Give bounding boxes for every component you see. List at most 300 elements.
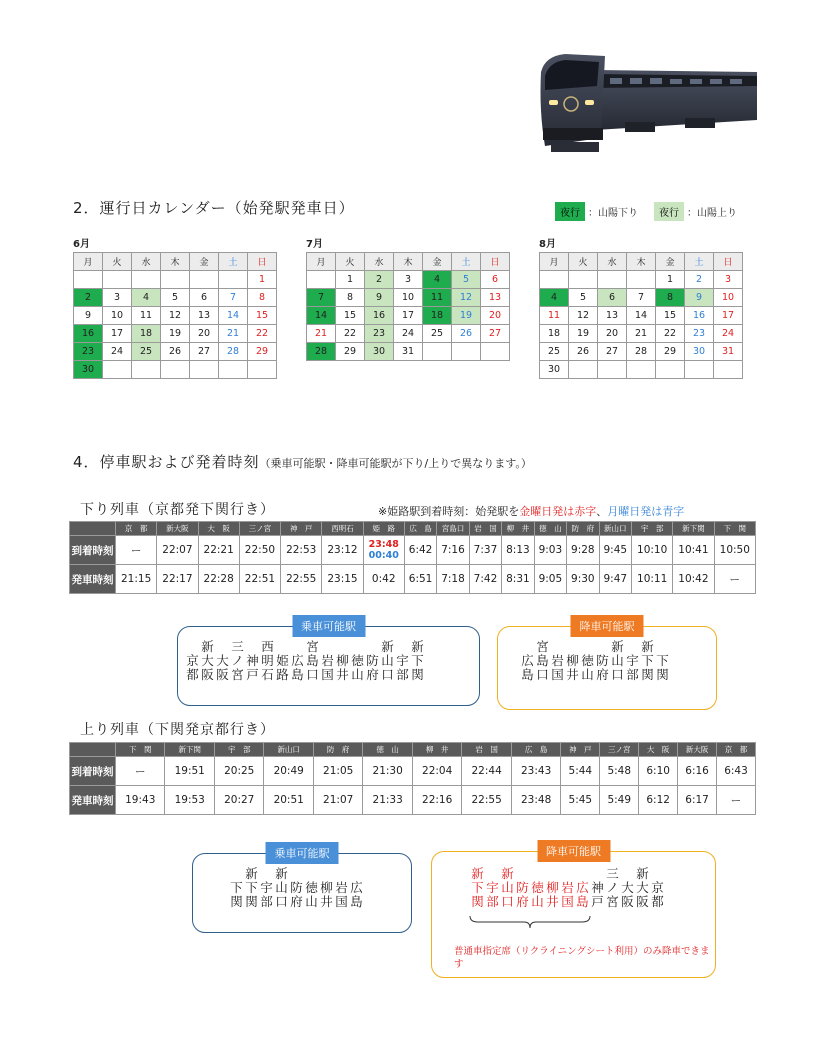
departure-time: ー — [717, 786, 756, 815]
station-header-row — [70, 522, 756, 536]
day-cell: 22 — [336, 325, 365, 343]
up-timetable — [69, 742, 756, 815]
station-name — [274, 867, 289, 909]
arrival-time: 21:05 — [313, 757, 362, 786]
weekday-cell: 日 — [481, 253, 510, 271]
day-cell: 9 — [74, 307, 103, 325]
station-name — [640, 640, 655, 682]
station-char: 関 — [656, 667, 669, 682]
station-char: 阪 — [201, 667, 214, 682]
station-name — [515, 867, 530, 909]
station-header: 防 府 — [567, 522, 599, 536]
station-char: 府 — [516, 894, 529, 909]
day-cell: 28 — [307, 343, 336, 361]
station-char: 新 — [411, 639, 424, 654]
day-cell: 6 — [190, 289, 219, 307]
stops-section-title — [73, 451, 532, 472]
station-char: 山 — [305, 894, 318, 909]
station-char: 西 — [261, 639, 274, 654]
station-name — [550, 640, 565, 682]
departure-time: 9:05 — [534, 565, 566, 594]
station-name — [289, 867, 304, 909]
down-train-title: 下り列車（京都発下関行き） — [80, 502, 275, 518]
day-cell: 21 — [219, 325, 248, 343]
month-name: 6月 — [73, 239, 90, 250]
station-char: 下 — [641, 653, 654, 668]
arrival-time: 22:44 — [462, 757, 511, 786]
station-char: 関 — [230, 894, 243, 909]
arrival-label: 到着時刻 — [70, 757, 116, 786]
arrival-label: 到着時刻 — [70, 536, 116, 565]
day-cell: 31 — [714, 343, 743, 361]
day-cell: 3 — [103, 289, 132, 307]
station-char: 山 — [275, 880, 288, 895]
note-blue: 月曜日発は青字 — [607, 505, 685, 518]
day-cell: 3 — [394, 271, 423, 289]
day-cell: 19 — [452, 307, 481, 325]
arrival-time: 20:25 — [214, 757, 263, 786]
arrival-time: 9:03 — [534, 536, 566, 565]
day-cell — [714, 361, 743, 379]
departure-time: 21:07 — [313, 786, 362, 815]
weekday-row — [307, 253, 510, 271]
arrival-time: 5:44 — [561, 757, 600, 786]
station-char: 三 — [606, 866, 619, 881]
station-char: 宮 — [606, 894, 619, 909]
day-cell: 5 — [161, 289, 190, 307]
stops-subtitle: （乗車可能駅・降車可能駅が下り/上りで異なります。） — [259, 457, 532, 470]
station-char: 島 — [306, 653, 319, 668]
station-char: 柳 — [566, 653, 579, 668]
arrival-time: 23:12 — [322, 536, 363, 565]
week-row — [74, 343, 277, 361]
arrival-time: 9:45 — [599, 536, 631, 565]
station-char: 山 — [501, 880, 514, 895]
station-char: 岩 — [561, 880, 574, 895]
station-char: 広 — [521, 653, 534, 668]
station-char: 井 — [546, 894, 559, 909]
station-name — [395, 640, 410, 682]
station-header: 新大阪 — [678, 743, 717, 757]
day-cell: 22 — [656, 325, 685, 343]
day-cell: 1 — [336, 271, 365, 289]
station-header: 宇 部 — [632, 522, 673, 536]
himeji-arrival-blue: 00:40 — [368, 550, 399, 561]
station-name — [305, 640, 320, 682]
arrival-time: 23:43 — [511, 757, 560, 786]
station-char: 三 — [231, 639, 244, 654]
arrival-time: 8:13 — [502, 536, 534, 565]
day-cell: 5 — [569, 289, 598, 307]
station-char: ノ — [231, 653, 244, 668]
station-header: 大 阪 — [639, 743, 678, 757]
day-cell: 28 — [627, 343, 656, 361]
station-char: 井 — [336, 667, 349, 682]
weekday-cell: 火 — [569, 253, 598, 271]
station-char: 新 — [245, 866, 258, 881]
legend-down-label: ：山陽下り — [588, 208, 638, 219]
himeji-note — [378, 503, 684, 519]
station-name — [200, 640, 215, 682]
station-char: 新 — [611, 639, 624, 654]
day-cell: 9 — [685, 289, 714, 307]
departure-time: 22:17 — [157, 565, 198, 594]
station-char: 新 — [381, 639, 394, 654]
station-name — [245, 640, 260, 682]
station-name — [545, 867, 560, 909]
up-alighting-label: 降車可能駅 — [537, 840, 610, 862]
station-name — [610, 640, 625, 682]
day-cell: 26 — [452, 325, 481, 343]
day-cell — [656, 361, 685, 379]
day-cell — [190, 271, 219, 289]
day-cell: 16 — [685, 307, 714, 325]
station-char: 岩 — [551, 653, 564, 668]
departure-time: 19:53 — [165, 786, 214, 815]
departure-label: 発車時刻 — [70, 786, 116, 815]
day-cell: 31 — [394, 343, 423, 361]
station-char: 下 — [471, 880, 484, 895]
station-char: 岩 — [321, 653, 334, 668]
brace-icon — [468, 915, 593, 929]
month-table — [539, 252, 743, 379]
station-header: 広 島 — [511, 743, 560, 757]
station-char: 府 — [366, 667, 379, 682]
station-char: 戸 — [591, 894, 604, 909]
day-cell: 4 — [132, 289, 161, 307]
arrival-time: ー — [116, 536, 157, 565]
station-char: 京 — [651, 880, 664, 895]
note-red: 金曜日発は赤字 — [519, 505, 597, 518]
day-cell: 23 — [365, 325, 394, 343]
arrival-time: 10:50 — [714, 536, 755, 565]
station-char: 島 — [521, 667, 534, 682]
legend-down-swatch: 夜行 — [555, 202, 585, 221]
day-cell: 20 — [190, 325, 219, 343]
day-cell: 10 — [714, 289, 743, 307]
day-cell: 13 — [190, 307, 219, 325]
station-char: 島 — [291, 667, 304, 682]
arrival-time: 5:48 — [600, 757, 639, 786]
week-row — [74, 289, 277, 307]
station-name — [535, 640, 550, 682]
weekday-cell: 日 — [714, 253, 743, 271]
day-cell: 24 — [103, 343, 132, 361]
station-char: 井 — [566, 667, 579, 682]
departure-time: 6:17 — [678, 786, 717, 815]
day-cell: 29 — [248, 343, 277, 361]
station-char: 部 — [486, 894, 499, 909]
station-name — [580, 640, 595, 682]
station-char: 府 — [290, 894, 303, 909]
station-name — [620, 867, 635, 909]
station-char: ノ — [606, 880, 619, 895]
station-char: 宮 — [231, 667, 244, 682]
day-cell: 1 — [248, 271, 277, 289]
station-header: 三ノ宮 — [239, 522, 280, 536]
week-row — [540, 361, 743, 379]
station-char: 路 — [276, 667, 289, 682]
departure-time: 23:48 — [511, 786, 560, 815]
calendar-august — [539, 235, 743, 379]
station-char: 徳 — [581, 653, 594, 668]
day-cell: 24 — [394, 325, 423, 343]
station-char: 山 — [611, 653, 624, 668]
station-header: 下 関 — [116, 743, 165, 757]
station-char: 山 — [351, 667, 364, 682]
station-header-row — [70, 743, 756, 757]
day-cell: 30 — [74, 361, 103, 379]
day-cell: 9 — [365, 289, 394, 307]
corner-cell — [70, 743, 116, 757]
week-row — [74, 271, 277, 289]
station-name — [185, 640, 200, 682]
arrival-time: 7:37 — [469, 536, 501, 565]
station-name — [365, 640, 380, 682]
weekday-cell: 水 — [598, 253, 627, 271]
departure-time: 20:27 — [214, 786, 263, 815]
station-char: 山 — [581, 667, 594, 682]
weekday-cell: 土 — [685, 253, 714, 271]
day-cell: 28 — [219, 343, 248, 361]
calendar-june — [73, 235, 277, 379]
down-boarding-box — [177, 620, 480, 706]
note-sep: 、 — [596, 505, 608, 518]
station-char: 大 — [636, 880, 649, 895]
station-char: 新 — [636, 866, 649, 881]
day-cell: 18 — [540, 325, 569, 343]
station-char: 新 — [471, 866, 484, 881]
station-name — [290, 640, 305, 682]
day-cell: 15 — [656, 307, 685, 325]
departure-time: 23:15 — [322, 565, 363, 594]
legend-up-label: ：山陽上り — [687, 208, 737, 219]
train-image — [535, 42, 760, 164]
day-cell: 4 — [423, 271, 452, 289]
day-cell: 5 — [452, 271, 481, 289]
departure-time: 22:16 — [412, 786, 461, 815]
arrival-time: 22:50 — [239, 536, 280, 565]
weekday-cell: 土 — [452, 253, 481, 271]
departure-time: 22:55 — [462, 786, 511, 815]
day-cell: 13 — [481, 289, 510, 307]
station-char: 新 — [501, 866, 514, 881]
station-header: 新山口 — [264, 743, 313, 757]
station-name — [605, 867, 620, 909]
departure-time: 22:51 — [239, 565, 280, 594]
arrival-time: 6:10 — [639, 757, 678, 786]
month-table — [306, 252, 510, 361]
day-cell — [307, 271, 336, 289]
station-char: 新 — [201, 639, 214, 654]
day-cell: 25 — [423, 325, 452, 343]
station-header: 徳 山 — [363, 743, 412, 757]
station-char: 新 — [275, 866, 288, 881]
day-cell — [423, 343, 452, 361]
station-name — [410, 640, 425, 682]
station-name — [229, 867, 244, 909]
day-cell: 8 — [656, 289, 685, 307]
station-char: 下 — [411, 653, 424, 668]
station-char: 阪 — [216, 667, 229, 682]
station-char: 口 — [501, 894, 514, 909]
station-header: 柳 井 — [412, 743, 461, 757]
departure-time: 22:28 — [198, 565, 239, 594]
station-header: 西明石 — [322, 522, 363, 536]
week-row — [540, 289, 743, 307]
arrival-time: 6:16 — [678, 757, 717, 786]
arrival-time: 6:42 — [404, 536, 436, 565]
departure-time: 10:11 — [632, 565, 673, 594]
week-row — [540, 343, 743, 361]
day-cell: 4 — [540, 289, 569, 307]
day-cell: 10 — [394, 289, 423, 307]
station-name — [230, 640, 245, 682]
weekday-cell: 金 — [656, 253, 685, 271]
station-char: 岩 — [335, 880, 348, 895]
weekday-row — [540, 253, 743, 271]
departure-label: 発車時刻 — [70, 565, 116, 594]
down-boarding-stations — [185, 640, 425, 682]
up-boarding-stations — [229, 867, 364, 909]
station-char: 阪 — [621, 894, 634, 909]
station-char: 関 — [411, 667, 424, 682]
day-cell: 25 — [540, 343, 569, 361]
station-char: 山 — [381, 653, 394, 668]
arrival-time: 19:51 — [165, 757, 214, 786]
day-cell: 23 — [74, 343, 103, 361]
station-char: 口 — [275, 894, 288, 909]
station-char: 神 — [591, 880, 604, 895]
day-cell: 6 — [481, 271, 510, 289]
station-header: 新下関 — [165, 743, 214, 757]
day-cell: 30 — [540, 361, 569, 379]
weekday-cell: 土 — [219, 253, 248, 271]
station-char: 宇 — [486, 880, 499, 895]
weekday-cell: 水 — [132, 253, 161, 271]
station-name — [560, 867, 575, 909]
departure-time: 9:30 — [567, 565, 599, 594]
arrival-time: 22:04 — [412, 757, 461, 786]
weekday-cell: 日 — [248, 253, 277, 271]
weekday-cell: 水 — [365, 253, 394, 271]
day-cell — [132, 271, 161, 289]
station-char: 口 — [611, 667, 624, 682]
station-name — [304, 867, 319, 909]
station-char: 山 — [531, 894, 544, 909]
day-cell: 19 — [569, 325, 598, 343]
down-alighting-box — [497, 620, 717, 710]
departure-time: 5:45 — [561, 786, 600, 815]
station-char: 宇 — [396, 653, 409, 668]
calendar-july — [306, 235, 510, 361]
weekday-cell: 月 — [307, 253, 336, 271]
station-char: 徳 — [305, 880, 318, 895]
station-char: 部 — [396, 667, 409, 682]
day-cell — [103, 271, 132, 289]
station-name — [655, 640, 670, 682]
departure-time: 8:31 — [502, 565, 534, 594]
day-cell — [190, 361, 219, 379]
day-cell — [569, 361, 598, 379]
day-cell: 16 — [74, 325, 103, 343]
up-boarding-label: 乗車可能駅 — [266, 842, 339, 864]
station-char: 府 — [596, 667, 609, 682]
week-row — [307, 289, 510, 307]
departure-time: 20:51 — [264, 786, 313, 815]
station-char: 大 — [621, 880, 634, 895]
station-name — [470, 867, 485, 909]
station-header: 三ノ宮 — [600, 743, 639, 757]
station-name — [530, 867, 545, 909]
note-prefix: ※姫路駅到着時刻：始発駅を — [378, 505, 520, 518]
month-name: 8月 — [539, 239, 556, 250]
day-cell: 15 — [248, 307, 277, 325]
up-train-title: 上り列車（下関発京都行き） — [80, 722, 275, 738]
month-table — [73, 252, 277, 379]
day-cell: 12 — [452, 289, 481, 307]
day-cell: 17 — [394, 307, 423, 325]
station-name — [259, 867, 274, 909]
station-name — [590, 867, 605, 909]
day-cell: 2 — [685, 271, 714, 289]
departure-row — [70, 565, 756, 594]
station-header: 宮島口 — [437, 522, 469, 536]
departure-time: 5:49 — [600, 786, 639, 815]
station-char: 下 — [656, 653, 669, 668]
arrival-time: 22:53 — [281, 536, 322, 565]
station-header: 防 府 — [313, 743, 362, 757]
day-cell — [569, 271, 598, 289]
day-cell: 18 — [423, 307, 452, 325]
day-cell: 20 — [598, 325, 627, 343]
station-char: 宇 — [626, 653, 639, 668]
down-boarding-label: 乗車可能駅 — [292, 615, 365, 637]
day-cell — [685, 361, 714, 379]
himeji-arrival-red: 23:48 — [368, 539, 399, 550]
station-char: 島 — [536, 653, 549, 668]
calendar-section-title: 2．運行日カレンダー（始発駅発車日） — [73, 199, 355, 217]
week-row — [307, 343, 510, 361]
station-name — [635, 867, 650, 909]
day-cell: 17 — [714, 307, 743, 325]
day-cell: 3 — [714, 271, 743, 289]
station-header: 下 関 — [714, 522, 755, 536]
station-header: 姫 路 — [363, 522, 404, 536]
station-name — [244, 867, 259, 909]
station-char: 関 — [245, 894, 258, 909]
weekday-cell: 木 — [394, 253, 423, 271]
day-cell — [161, 271, 190, 289]
weekday-cell: 金 — [423, 253, 452, 271]
day-cell: 17 — [103, 325, 132, 343]
day-cell — [74, 271, 103, 289]
station-header: 京 都 — [116, 522, 157, 536]
day-cell — [248, 361, 277, 379]
station-char: 防 — [516, 880, 529, 895]
station-name — [349, 867, 364, 909]
day-cell — [540, 271, 569, 289]
arrival-time: 20:49 — [264, 757, 313, 786]
day-cell — [452, 343, 481, 361]
week-row — [540, 271, 743, 289]
station-char: 徳 — [351, 653, 364, 668]
station-char: 都 — [186, 667, 199, 682]
departure-time: 22:55 — [281, 565, 322, 594]
day-cell: 11 — [132, 307, 161, 325]
station-char: 柳 — [336, 653, 349, 668]
weekday-cell: 月 — [74, 253, 103, 271]
